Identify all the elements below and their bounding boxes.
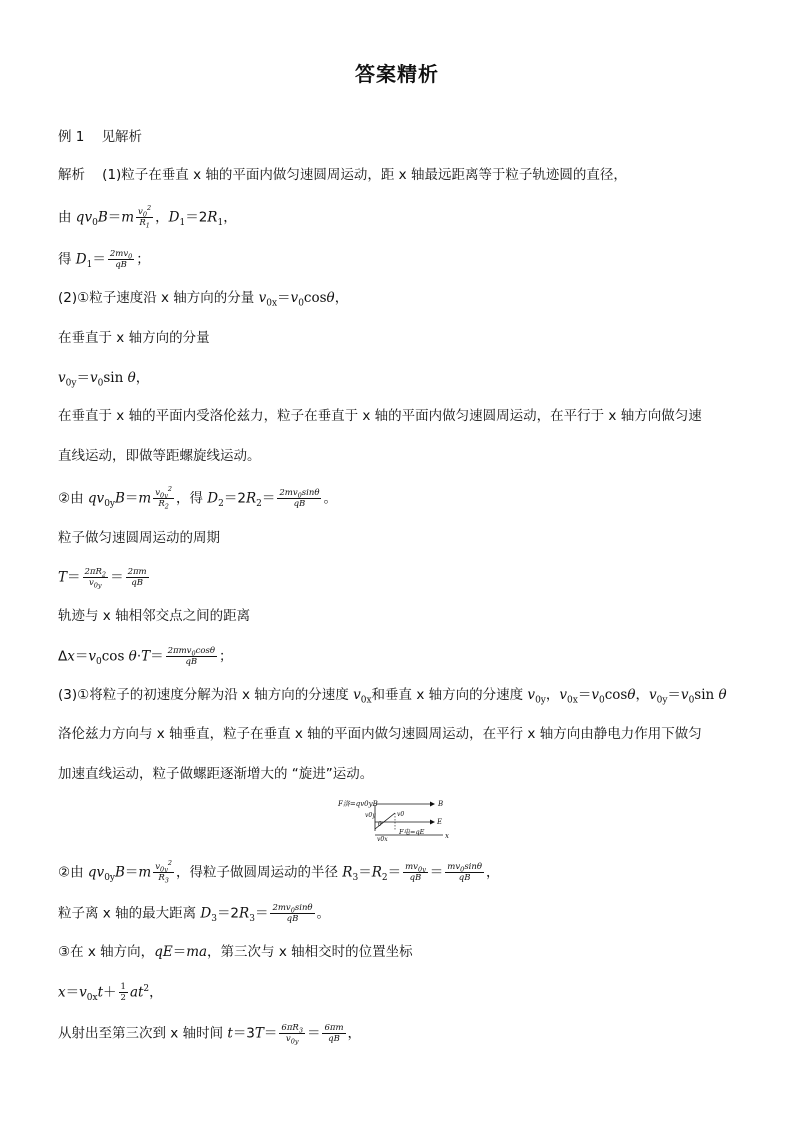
- equation-line-3: ②由 $qv_{0y}B=m$ $\frac{v_{0y}^2}{R_2}$ ，得 $D_2=2R_2=$ $\frac{2mv_0\sin\theta}{qB}$ 。: [58, 485, 337, 511]
- equation-line-4: ②由 $qv_{0y}B=m$ $\frac{v_{0y}^2}{R_3}$ ，得粒子做圆周运动的半径 $R_3=R_2=$ $\frac{mv_{0y}}{qB}$ ＝ $\frac{mv_0\sin\theta}{qB}$ ，: [58, 859, 500, 885]
- analysis-line: [58, 165, 627, 185]
- v0x-label: v0x: [377, 836, 388, 843]
- page-title: 答案精析: [355, 62, 439, 86]
- paragraph-3-1: (3)①将粒子的初速度分解为沿 x 轴方向的分速度 $v_{0x}$和垂直 x 轴方向的分速度 $v_{0y}$，$v_{0x}=v_0\cos\theta$，$v_{0y}=v_0\sin$ θ: [58, 687, 727, 706]
- example-answer: 见解析: [101, 129, 143, 145]
- lorentz-force-label: F洛=qv0yB: [338, 800, 378, 808]
- example-label: 例 1: [58, 129, 85, 145]
- equation-line-5: 粒子离 x 轴的最大距离 $D_3=2R_3=$ $\frac{2mv_0\sin\theta}{qB}$ 。: [58, 903, 331, 925]
- equation-line-2: 得 $D_1=$ $\frac{2mv_0}{qB}$ ；: [58, 249, 150, 271]
- equation-period: T＝ $\frac{2\pi R_2}{v_{0y}}$ ＝ $\frac{2\pi m}{qB}$: [58, 567, 147, 590]
- paragraph-1: (1)粒子在垂直 x 轴的平面内做匀速圆周运动，距 x 轴最远距离等于粒子轨迹圆的直径，: [102, 167, 627, 183]
- x-axis-label: x: [445, 832, 449, 840]
- paragraph-3-4: ③在 x 轴方向，qE＝ma，第三次与 x 轴相交时的位置坐标: [58, 944, 413, 960]
- paragraph-2-4: 直线运动，即做等距螺旋线运动。: [58, 448, 261, 464]
- v0-label: v0: [397, 811, 405, 818]
- paragraph-3-2: 洛伦兹力方向与 x 轴垂直，粒子在垂直 x 轴的平面内做匀速圆周运动，在平行 x 轴方向由静电力作用下做匀: [58, 726, 702, 742]
- example-line: [58, 127, 142, 147]
- theta-label: θ: [378, 821, 382, 828]
- paragraph-2-2: 在垂直于 x 轴方向的分量: [58, 330, 210, 346]
- paragraph-2-5: 粒子做匀速圆周运动的周期: [58, 530, 220, 546]
- equation-time: 从射出至第三次到 x 轴时间 t＝3T＝ $\frac{6\pi R_3}{v_{0y}}$ ＝ $\frac{6\pi m}{qB}$ ，: [58, 1023, 362, 1046]
- v0y-label: v0y: [365, 812, 376, 819]
- equation-position: $x=v_{0x}t+$ $\frac{1}{2}$ $at^2$，: [58, 982, 163, 1004]
- e-field-label: E: [437, 818, 443, 826]
- paragraph-2-3: 在垂直于 x 轴的平面内受洛伦兹力，粒子在垂直于 x 轴的平面内做匀速圆周运动，在平行于 x 轴方向做匀速: [58, 408, 702, 424]
- analysis-label: 解析: [58, 167, 85, 183]
- force-velocity-diagram: [333, 795, 463, 845]
- equation-line-1: 由 $qv_0B=m$ $\frac{v_0^2}{R_1}$ ，$D_1=2R_1$，: [58, 204, 237, 230]
- paragraph-2-1: (2)①粒子速度沿 x 轴方向的分量 $v_{0x}=v_0\cos\theta$，: [58, 290, 349, 309]
- b-field-label: B: [438, 800, 444, 808]
- equation-delta-x: $\Delta x=v_0\cos$ θ·T＝ $\frac{2\pi mv_0\cos\theta}{qB}$ ；: [58, 646, 233, 668]
- e-arrow-head: [430, 820, 435, 825]
- paragraph-2-6: 轨迹与 x 轴相邻交点之间的距离: [58, 608, 251, 624]
- electric-force-label: F电=qE: [399, 828, 425, 836]
- equation-v0y: $v_{0y}=v_0\sin$ θ，: [58, 370, 150, 389]
- paragraph-3-3: 加速直线运动，粒子做螺距逐渐增大的 “旋进”运动。: [58, 766, 374, 782]
- b-arrow-head: [430, 802, 435, 807]
